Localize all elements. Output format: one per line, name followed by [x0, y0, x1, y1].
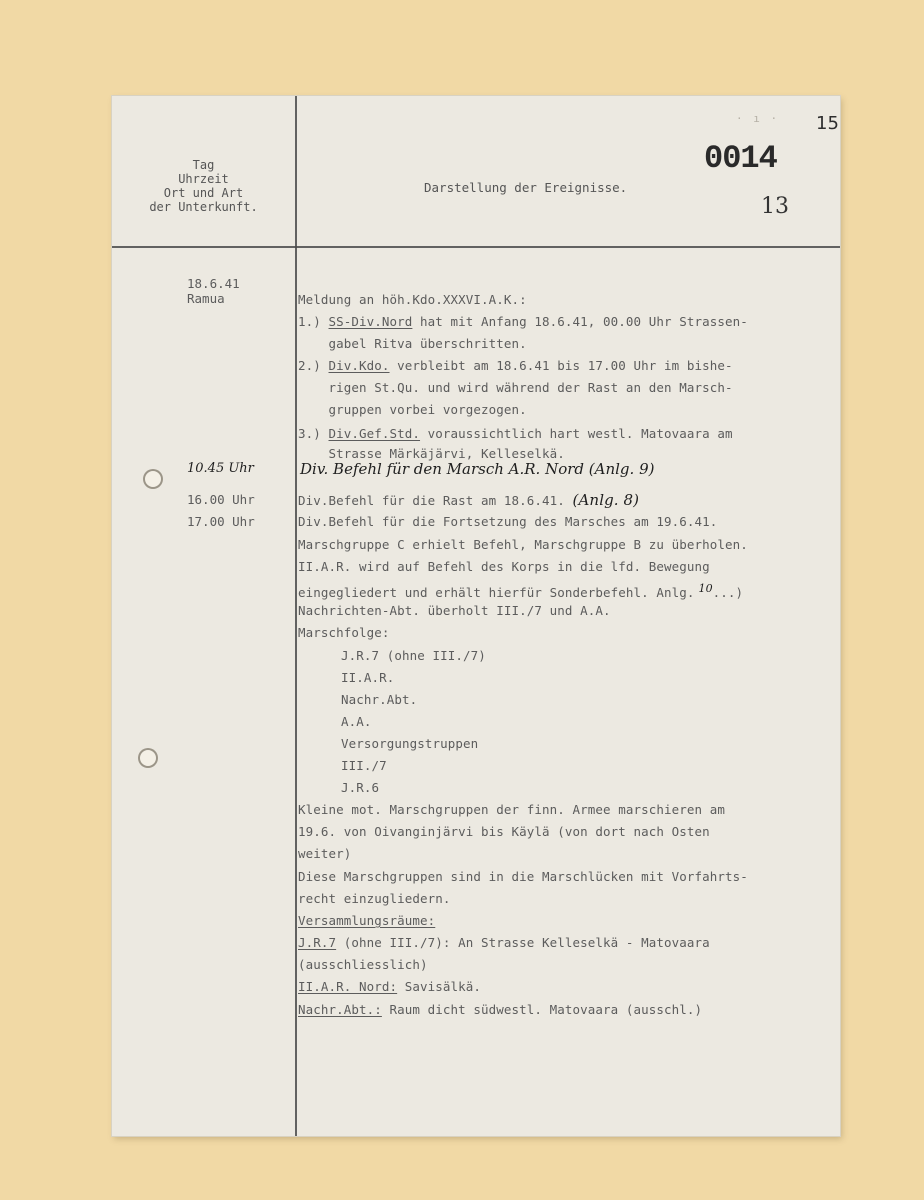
- time-entry: 17.00 Uhr: [187, 514, 255, 529]
- march-order-item: Nachr.Abt.: [341, 692, 418, 707]
- march-order-item: J.R.6: [341, 780, 380, 795]
- text-line: Nachr.Abt.: Raum dicht südwestl. Matovaara (ausschl.): [298, 1002, 703, 1017]
- text-line: Div.Befehl für die Rast am 18.6.41. (Anlg. 8): [298, 491, 640, 509]
- text-line: recht einzugliedern.: [298, 891, 451, 906]
- text-line: Nachrichten-Abt. überholt III./7 und A.A.: [298, 603, 611, 618]
- folio-small: 15: [816, 113, 839, 134]
- text-line: Diese Marschgruppen sind in die Marschlücken mit Vorfahrts-: [298, 869, 748, 884]
- header-ort: Ort und Art: [163, 186, 244, 200]
- section-heading: Versammlungsräume:: [298, 913, 436, 928]
- time-entry: 16.00 Uhr: [187, 492, 255, 507]
- document-page: [112, 96, 840, 1136]
- text-line: 1.) SS-Div.Nord hat mit Anfang 18.6.41, 00.00 Uhr Strassen-: [298, 314, 748, 329]
- text-line: II.A.R. Nord: Savisälkä.: [298, 979, 482, 994]
- text-line: 19.6. von Oivanginjärvi bis Käylä (von dort nach Osten: [298, 824, 710, 839]
- date-entry: 18.6.41: [187, 276, 240, 291]
- text-line: eingegliedert und erhält hierfür Sonderbefehl. Anlg. $^{10}$...): [298, 582, 744, 601]
- stamp-number: 0014: [704, 140, 777, 177]
- handwritten-annotation: (Anlg. 8): [572, 491, 640, 509]
- handwritten-time: 10.45 Uhr: [187, 461, 254, 476]
- header-unterkunft: der Unterkunft.: [149, 200, 258, 214]
- text-line: Strasse Märkäjärvi, Kelleselkä.: [298, 446, 565, 461]
- text-line: Marschfolge:: [298, 625, 390, 640]
- text-line: gabel Ritva überschritten.: [298, 336, 527, 351]
- text-line: 3.) Div.Gef.Std. voraussichtlich hart westl. Matovaara am: [298, 426, 733, 441]
- header-divider: [112, 246, 840, 248]
- text-line: rigen St.Qu. und wird während der Rast an den Marsch-: [298, 380, 733, 395]
- march-order-item: J.R.7 (ohne III./7): [341, 648, 486, 663]
- punch-hole-top: [143, 469, 163, 489]
- header-left-column: [112, 158, 295, 214]
- text-line: II.A.R. wird auf Befehl des Korps in die lfd. Bewegung: [298, 559, 710, 574]
- text-line: Kleine mot. Marschgruppen der finn. Armee marschieren am: [298, 802, 726, 817]
- march-order-item: II.A.R.: [341, 670, 395, 685]
- header-tag: Tag: [192, 158, 215, 172]
- column-divider: [295, 96, 297, 1136]
- march-order-item: Versorgungstruppen: [341, 736, 479, 751]
- header-title: Darstellung der Ereignisse.: [424, 180, 628, 195]
- march-order-item: A.A.: [341, 714, 372, 729]
- text-line: (ausschliesslich): [298, 957, 428, 972]
- header-uhrzeit: Uhrzeit: [178, 172, 229, 186]
- handwritten-annotation: Div. Befehl für den Marsch A.R. Nord (Anlg. 9): [300, 460, 655, 478]
- text-line: Marschgruppe C erhielt Befehl, Marschgruppe B zu überholen.: [298, 537, 748, 552]
- punch-hole-bottom: [138, 748, 158, 768]
- march-order-item: III./7: [341, 758, 387, 773]
- text-line: Div.Befehl für die Fortsetzung des Marsches am 19.6.41.: [298, 514, 718, 529]
- handwritten-annotation: 10: [698, 582, 713, 595]
- faint-stamp-mark: · ı ·: [736, 112, 780, 125]
- text-line: Meldung an höh.Kdo.XXXVI.A.K.:: [298, 292, 527, 307]
- place-entry: Ramua: [187, 291, 225, 306]
- text-line: weiter): [298, 846, 352, 861]
- text-line: J.R.7 (ohne III./7): An Strasse Kelleselkä - Matovaara: [298, 935, 710, 950]
- text-line: gruppen vorbei vorgezogen.: [298, 402, 527, 417]
- folio-number: 13: [761, 194, 789, 219]
- text-line: 2.) Div.Kdo. verbleibt am 18.6.41 bis 17.00 Uhr im bishe-: [298, 358, 733, 373]
